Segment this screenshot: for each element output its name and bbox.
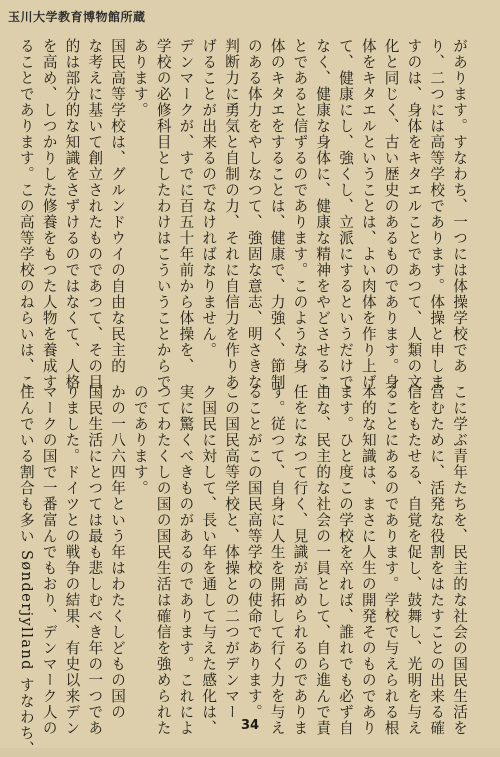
text-line: あります。 xyxy=(131,38,149,118)
text-line: 判断力に勇気と自制の力、それに自信力を作りあ xyxy=(223,38,241,390)
text-line: 実に驚くべきものがあるのであります。これによ xyxy=(177,384,195,736)
text-line: マークの国で一番富んでもおり、デンマーク人の xyxy=(40,384,58,736)
text-line: て、健康にし、強くし、立派にするというだけで xyxy=(337,38,355,390)
text-line: 住んでいる割合も多い Sønderjylland すなわち、 xyxy=(17,384,35,757)
text-line: げることが出来るのでなければなりません。 xyxy=(200,38,218,358)
text-line: すのは、身体をキタエルことであつて、人類の文 xyxy=(405,38,423,390)
text-line: ることがこの国民高等学校の使命であります。 xyxy=(245,384,263,720)
text-line: な考えに基いて創立されたものであつて、その目 xyxy=(86,38,104,390)
text-line: デンマークが、すでに百五十年前から体操を、 xyxy=(177,38,195,374)
text-line: 国民高等学校は、グルンドウイの自由な民主的 xyxy=(109,38,127,374)
text-line: のある体力をやしなつて、強固な意志、明さきな xyxy=(245,38,263,390)
upper-text-block xyxy=(14,38,470,390)
text-line: 由な、民主的な社会の一員として、自ら進んで責 xyxy=(314,384,332,736)
text-line: のであります。 xyxy=(131,384,149,496)
archive-stamp: 玉川大学教育博物館所蔵 xyxy=(8,10,146,24)
text-line: す。従つて、自身に人生を開拓して行く力を与え xyxy=(268,384,286,736)
text-line: 体のキタエをすることは、健康で、力強く、節制 xyxy=(268,38,286,390)
paragraph xyxy=(128,384,242,736)
text-line: 学校の必修科目としたわけはこういうことからで xyxy=(154,38,172,390)
text-line: なく、健康な身体に、健康な精神をやどさせるこ xyxy=(314,38,332,390)
text-line: り、二つには高等学校であります。体操と申しま xyxy=(428,38,446,390)
text-line: 国民生活にとつては最も悲しむべき年の一つであ xyxy=(86,384,104,736)
text-line: ます。ひと度この学校を卒れば、誰れでも必ず自 xyxy=(337,384,355,736)
text-line: 信をもたせる、自覚を促し、鼓舞し、光明を与え xyxy=(405,384,423,736)
text-line: 的は部分的な知識をさずけるのではなくて、人格 xyxy=(63,38,81,390)
text-line: かの一八六四年という年はわたくしどもの国の xyxy=(109,384,127,720)
page-number: 34 xyxy=(240,718,260,733)
text-line: 営むために、活発な役割をはたすことの出来る確 xyxy=(428,384,446,736)
text-line: ク国民に対して、長い年を通して与えた感化は、 xyxy=(200,384,218,736)
text-line: を高め、しつかりした修養をもつた人物を養成す xyxy=(40,38,58,390)
paragraph xyxy=(14,38,128,390)
text-line: この国民高等学校と、体操との二つがデンマー xyxy=(223,384,241,720)
text-line: 任をになつて行く、見識が高められるのでありま xyxy=(291,384,309,736)
block-divider xyxy=(30,367,470,368)
text-line: 本的な知識は、まさに人生の開発そのものであり xyxy=(359,384,377,736)
paragraph xyxy=(128,38,470,390)
text-line: ることであります。この高等学校のねらいは、こ xyxy=(17,38,35,390)
text-line: とであると信ずるのであります。このような身 xyxy=(291,38,309,374)
text-line: こに学ぶ青年たちを、民主的な社会の国民生活を xyxy=(451,384,468,736)
text-line: があります。すなわち、一つには体操学校であ xyxy=(451,38,468,374)
text-line: 化と同じく、古い歴史のあるものであります。身 xyxy=(382,38,400,390)
text-line: つてわたくしの国の国民生活は確信を強められた xyxy=(154,384,172,736)
paragraph xyxy=(14,384,128,757)
text-line: ることにあるのであります。学校で与えられる根 xyxy=(382,384,400,736)
text-line: りました。ドイツとの戦争の結果、有史以来デン xyxy=(63,384,81,736)
text-line: 体をキタエルということは、よい肉体を作り上げ xyxy=(359,38,377,390)
